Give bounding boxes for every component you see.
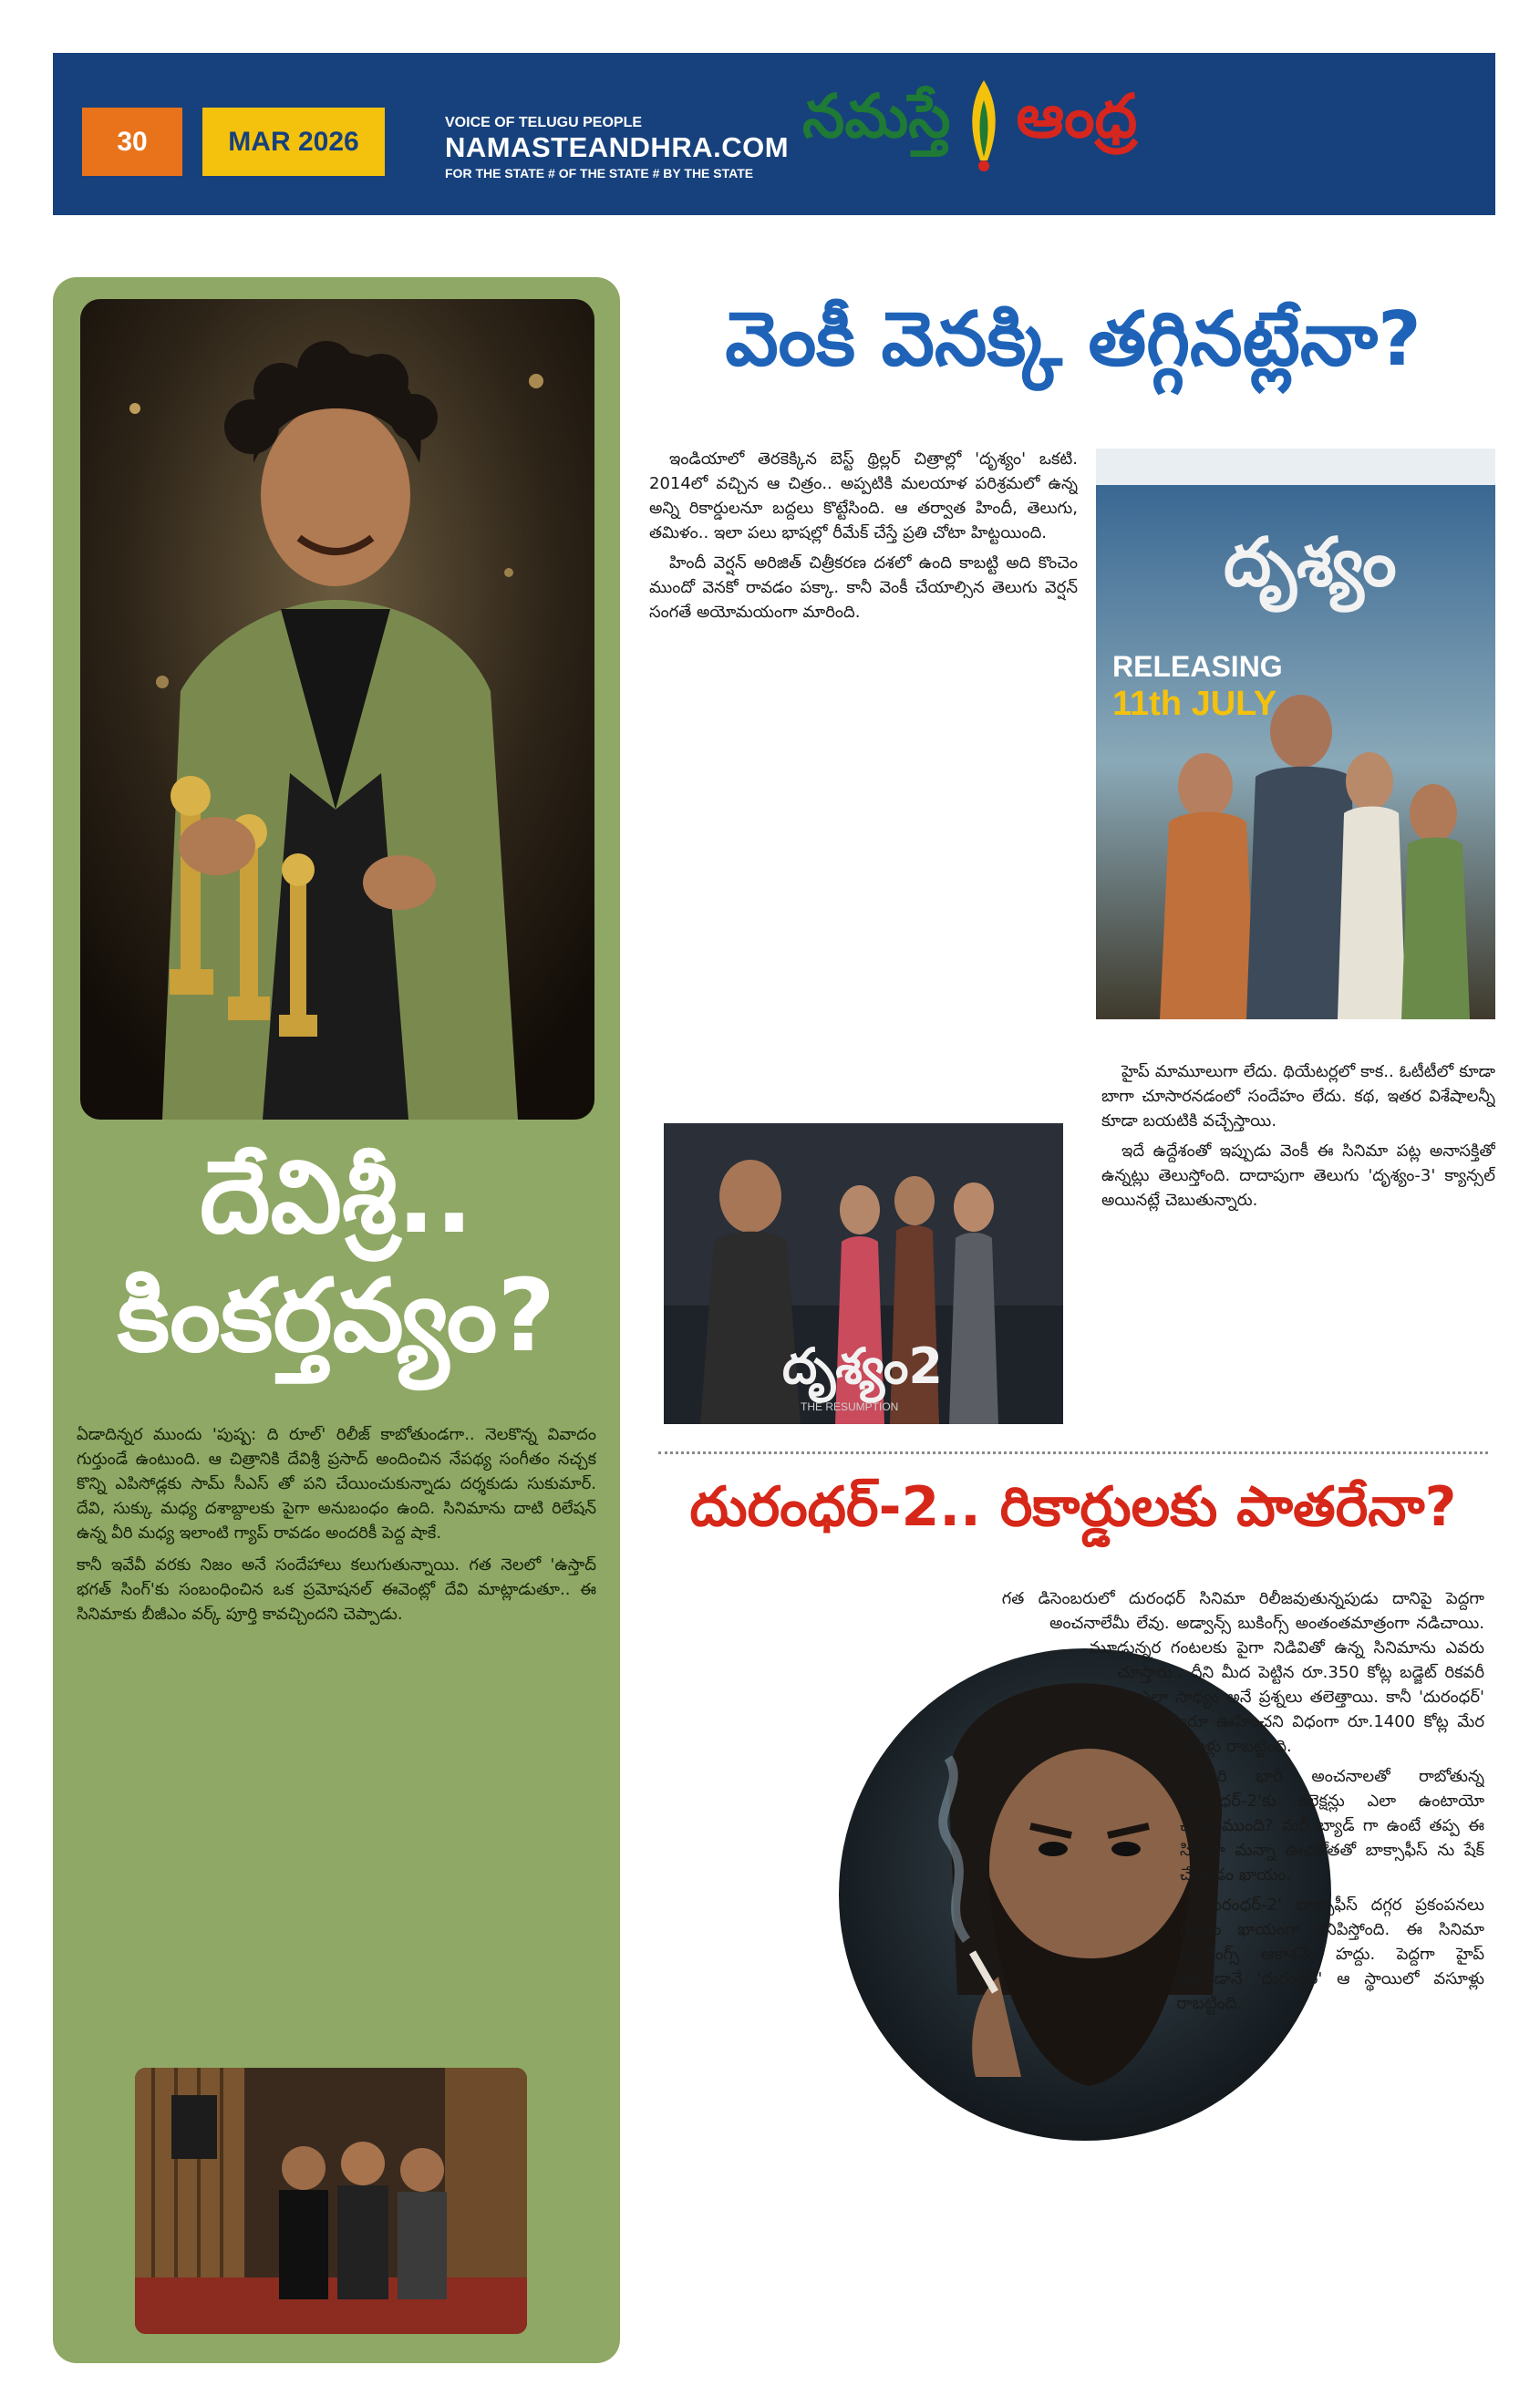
- drishyam-poster: [1096, 449, 1495, 1019]
- page-number: 30: [82, 108, 182, 176]
- site-name[interactable]: NAMASTEANDHRA.COM: [445, 131, 790, 163]
- brand-logo[interactable]: [802, 64, 1441, 182]
- brand-logo-part2: ఆంధ్ర: [1016, 80, 1138, 151]
- left-story-headline: [71, 1138, 602, 1375]
- story1-column-2: [1101, 1059, 1495, 1451]
- studio-group-photo: [135, 2068, 527, 2334]
- story1-paragraph-3: హైప్ మామూలుగా లేదు. థియేటర్లలో కాక.. ఓటీటీలో కూడా బాగా చూసారనడంలో సందేహం లేదు. కథ, ఇతర విశేషాలన్నీ కూడా బయటికి వచ్చేస్తాయి.: [1101, 1062, 1495, 1131]
- story1-headline: వెంకీ వెనక్కి తగ్గినట్లేనా?: [725, 296, 1421, 383]
- poster1-title: దృశ్యం: [1224, 523, 1397, 602]
- portrait-wrap-space: [664, 1650, 1163, 2170]
- poster2-title: దృశ్యం2: [782, 1337, 943, 1395]
- left-headline-line2: కింకర్తవ్యం?: [117, 1257, 556, 1374]
- brand-logo-suffix: .కామ్: [1142, 124, 1195, 151]
- left-story-paragraph-2: కానీ ఇవేవీ వరకు నిజం అనే సందేహాలు కలుగుతున్నాయి. గత నెలలో 'ఉస్తాద్ భగత్ సింగ్'కు సంబంధించిన ఒక ప్రమోషనల్ ఈవెంట్లో దేవి మాట్లాడుతూ.. ఈ సినిమాకు బీజీఎం వర్క్ పూర్తి కావచ్చిందని చెప్పాడు.: [77, 1555, 596, 1624]
- composer-photo: [80, 299, 594, 1120]
- story1-column-1: [649, 447, 1078, 1085]
- poster2-subtitle: THE RESUMPTION: [801, 1400, 899, 1413]
- issue-date: MAR 2026: [202, 108, 385, 176]
- story1-paragraph-4: ఇదే ఉద్దేశంతో ఇప్పుడు వెంకీ ఈ సినిమా పట్ల అనాసక్తితో ఉన్నట్లు తెలుస్తోంది. దాదాపుగా తెలుగు 'దృశ్యం-3' క్యాన్సల్ అయినట్లే చెబుతున్నారు.: [1101, 1141, 1495, 1210]
- poster1-release-line1: RELEASING: [1112, 650, 1283, 683]
- tagline-bottom: FOR THE STATE # OF THE STATE # BY THE STATE: [445, 166, 754, 181]
- story2-paragraph-1: గత డిసెంబరులో దురంధర్ సినిమా రిలీజవుతున్నపుడు దానిపై పెద్దగా అంచనాలేమీ లేవు. అడ్వాన్స్ బుకింగ్స్ అంతంతమాత్రంగా నడిచాయి. మూడున్నర గంటలకు పైగా నిడివితో ఉన్న సినిమాను ఎవరు చూస్తారు.. దీని మీద పెట్టిన రూ.350 కోట్ల బడ్జెట్ రికవరీ ఎలా సాధ్యం అనే ప్రశ్నలు తలెత్తాయి. కానీ 'దురంధర్' ఎవ్వరూ ఊహించని విధంగా రూ.1400 కోట్ల మేర వసూళ్లు రాబట్టింది.: [1001, 1589, 1484, 1756]
- left-story-body: [77, 1422, 596, 2051]
- section-divider: [658, 1451, 1488, 1454]
- story2-body: [664, 1586, 1484, 2343]
- brand-emblem-icon: [955, 73, 1013, 173]
- left-headline-line1: దేవిశ్రీ..: [200, 1139, 473, 1255]
- story2-paragraph-3: 'దురంధర్-2' బాక్సాఫీస్ దగ్గర ప్రకంపనలు రేపడం ఖాయంగా కనిపిస్తోంది. ఈ సినిమా ఓపెనింగ్స్ ఆకాశమే హద్దు. పెద్దగా హైప్ లేకుండానే 'దురంధర్' ఆ స్థాయిలో వసూళ్లు రాబట్టింది.: [1176, 1895, 1484, 2013]
- story1-paragraph-1: ఇండియాలో తెరకెక్కిన బెస్ట్ థ్రిల్లర్ చిత్రాల్లో 'దృశ్యం' ఒకటి. 2014లో వచ్చిన ఆ చిత్రం.. అప్పటికి మలయాళ పరిశ్రమలో ఉన్న అన్ని రికార్డులనూ బద్దలు కొట్టేసింది. ఆ తర్వాత హిందీ, తెలుగు, తమిళం.. ఇలా పలు భాషల్లో రీమేక్ చేస్తే ప్రతి చోటా హిట్టయింది.: [649, 449, 1078, 542]
- story2-paragraph-2: మరి భారీ అంచనాలతో రాబోతున్న 'దురంధర్-2'కు కలెక్షన్లు ఎలా ఉంటాయో చెప్పేదేముంది? మరీ బ్యాడ్ గా ఉంటే తప్ప ఈ సినిమా మన్నా ఊచకోతతో బాక్సాఫీస్ ను షేక్ చేయడం ఖాయం.: [1180, 1767, 1484, 1885]
- poster1-release-line2: 11th JULY: [1112, 685, 1277, 723]
- brand-logo-part1: నమస్తే: [802, 80, 951, 151]
- story2-headline: దురంధర్-2.. రికార్డులకు పాతరేనా?: [689, 1475, 1457, 1539]
- drishyam2-poster: [664, 1123, 1063, 1424]
- tagline-top: VOICE OF TELUGU PEOPLE: [445, 115, 643, 130]
- left-story-paragraph-1: ఏడాదిన్నర ముందు 'పుష్ప: ది రూల్' రిలీజ్ కాబోతుండగా.. నెలకొన్న వివాదం గుర్తుండే ఉంటుంది. ఆ చిత్రానికి దేవిశ్రీ ప్రసాద్ అందించిన నేపథ్య సంగీతం నచ్చక కొన్ని ఎపిసోడ్లకు సామ్ సీఎస్ తో పని చేయించుకున్నాడు దర్శకుడు సుకుమార్. దేవి, సుక్కు మధ్య దశాబ్దాలకు పైగా అనుబంధం ఉంది. సినిమాను దాటి రిలేషన్ ఉన్న వీరి మధ్య ఇలాంటి గ్యాప్ రావడం అందరికీ పెద్ద షాకే.: [77, 1425, 596, 1543]
- story1-paragraph-2: హిందీ వెర్షన్ అరిజిత్ చిత్రీకరణ దశలో ఉంది కాబట్టి అది కొంచెం ముందో వెనకో రావడం పక్కా. కానీ వెంకీ చేయాల్సిన తెలుగు వెర్షన్ సంగతే అయోమయంగా మారింది.: [649, 553, 1078, 622]
